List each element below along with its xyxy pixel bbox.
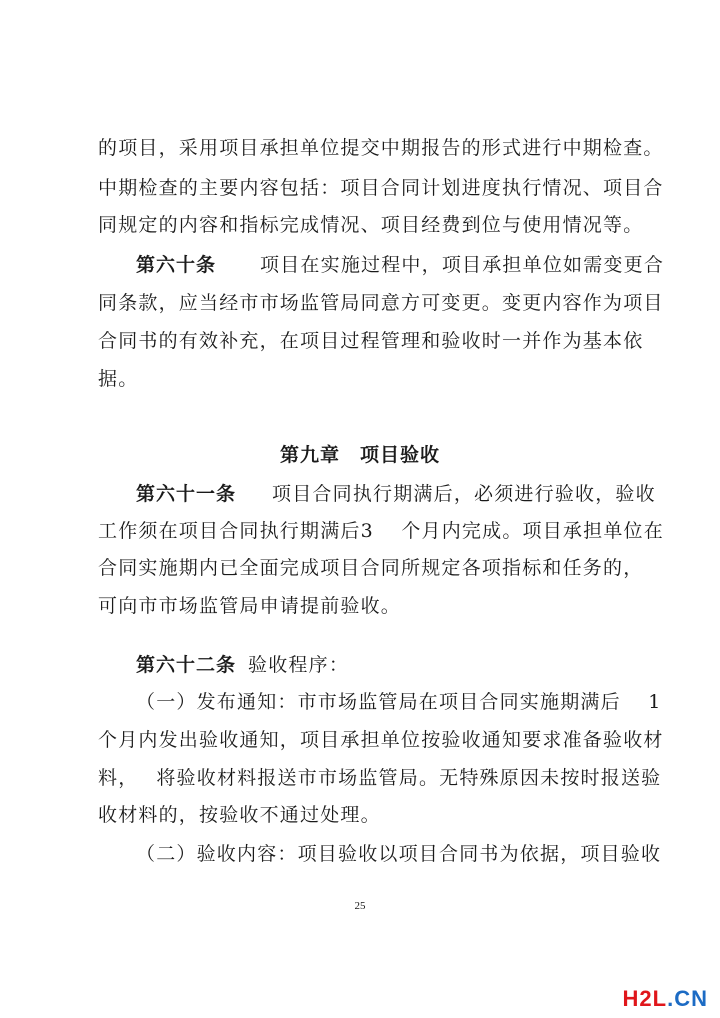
- article-61-text: 项目合同执行期满后，必须进行验收，验收: [272, 483, 656, 505]
- paragraph-line: 同条款，应当经市市场监管局同意方可变更。变更内容作为项目: [98, 292, 664, 314]
- paragraph-line: 工作须在项目合同执行期满后3 个月内完成。项目承担单位在: [98, 520, 664, 542]
- article-61-title: 第六十一条: [136, 483, 237, 505]
- article-62-title: 第六十二条: [136, 654, 237, 676]
- article-60-title: 第六十条: [136, 254, 217, 276]
- paragraph-line: 中期检查的主要内容包括：项目合同计划进度执行情况、项目合: [98, 177, 664, 199]
- article-62: [136, 653, 349, 677]
- paragraph-line: 收材料的，按验收不通过处理。: [98, 804, 381, 826]
- chapter-heading: 第九章 项目验收: [279, 444, 440, 466]
- page-number: 25: [354, 900, 366, 912]
- paragraph-line: 据。: [98, 368, 139, 390]
- paragraph-line: （二）验收内容：项目验收以项目合同书为依据，项目验收: [136, 843, 662, 865]
- paragraph-line: 可向市市场监管局申请提前验收。: [98, 595, 402, 617]
- paragraph-line: 的项目，采用项目承担单位提交中期报告的形式进行中期检查。: [98, 137, 664, 159]
- paragraph-line: 料， 将验收材料报送市市场监管局。无特殊原因未按时报送验: [98, 767, 662, 789]
- paragraph-line: 合同实施期内已全面完成项目合同所规定各项指标和任务的，: [98, 557, 644, 579]
- paragraph-line: 同规定的内容和指标完成情况、项目经费到位与使用情况等。: [98, 214, 644, 236]
- paragraph-line: 个月内发出验收通知，项目承担单位按验收通知要求准备验收材: [98, 729, 664, 751]
- article-61: [136, 482, 656, 506]
- article-60-text: 项目在实施过程中，项目承担单位如需变更合: [260, 254, 665, 276]
- article-60: [136, 253, 664, 277]
- site-watermark: [623, 986, 708, 1012]
- article-62-intro: 验收程序：: [248, 654, 350, 676]
- watermark-suffix: .CN: [667, 986, 708, 1011]
- paragraph-line: （一）发布通知：市市场监管局在项目合同实施期满后 1: [136, 691, 662, 713]
- watermark-brand: H2L: [622, 986, 668, 1011]
- paragraph-line: 合同书的有效补充，在项目过程管理和验收时一并作为基本依: [98, 330, 644, 352]
